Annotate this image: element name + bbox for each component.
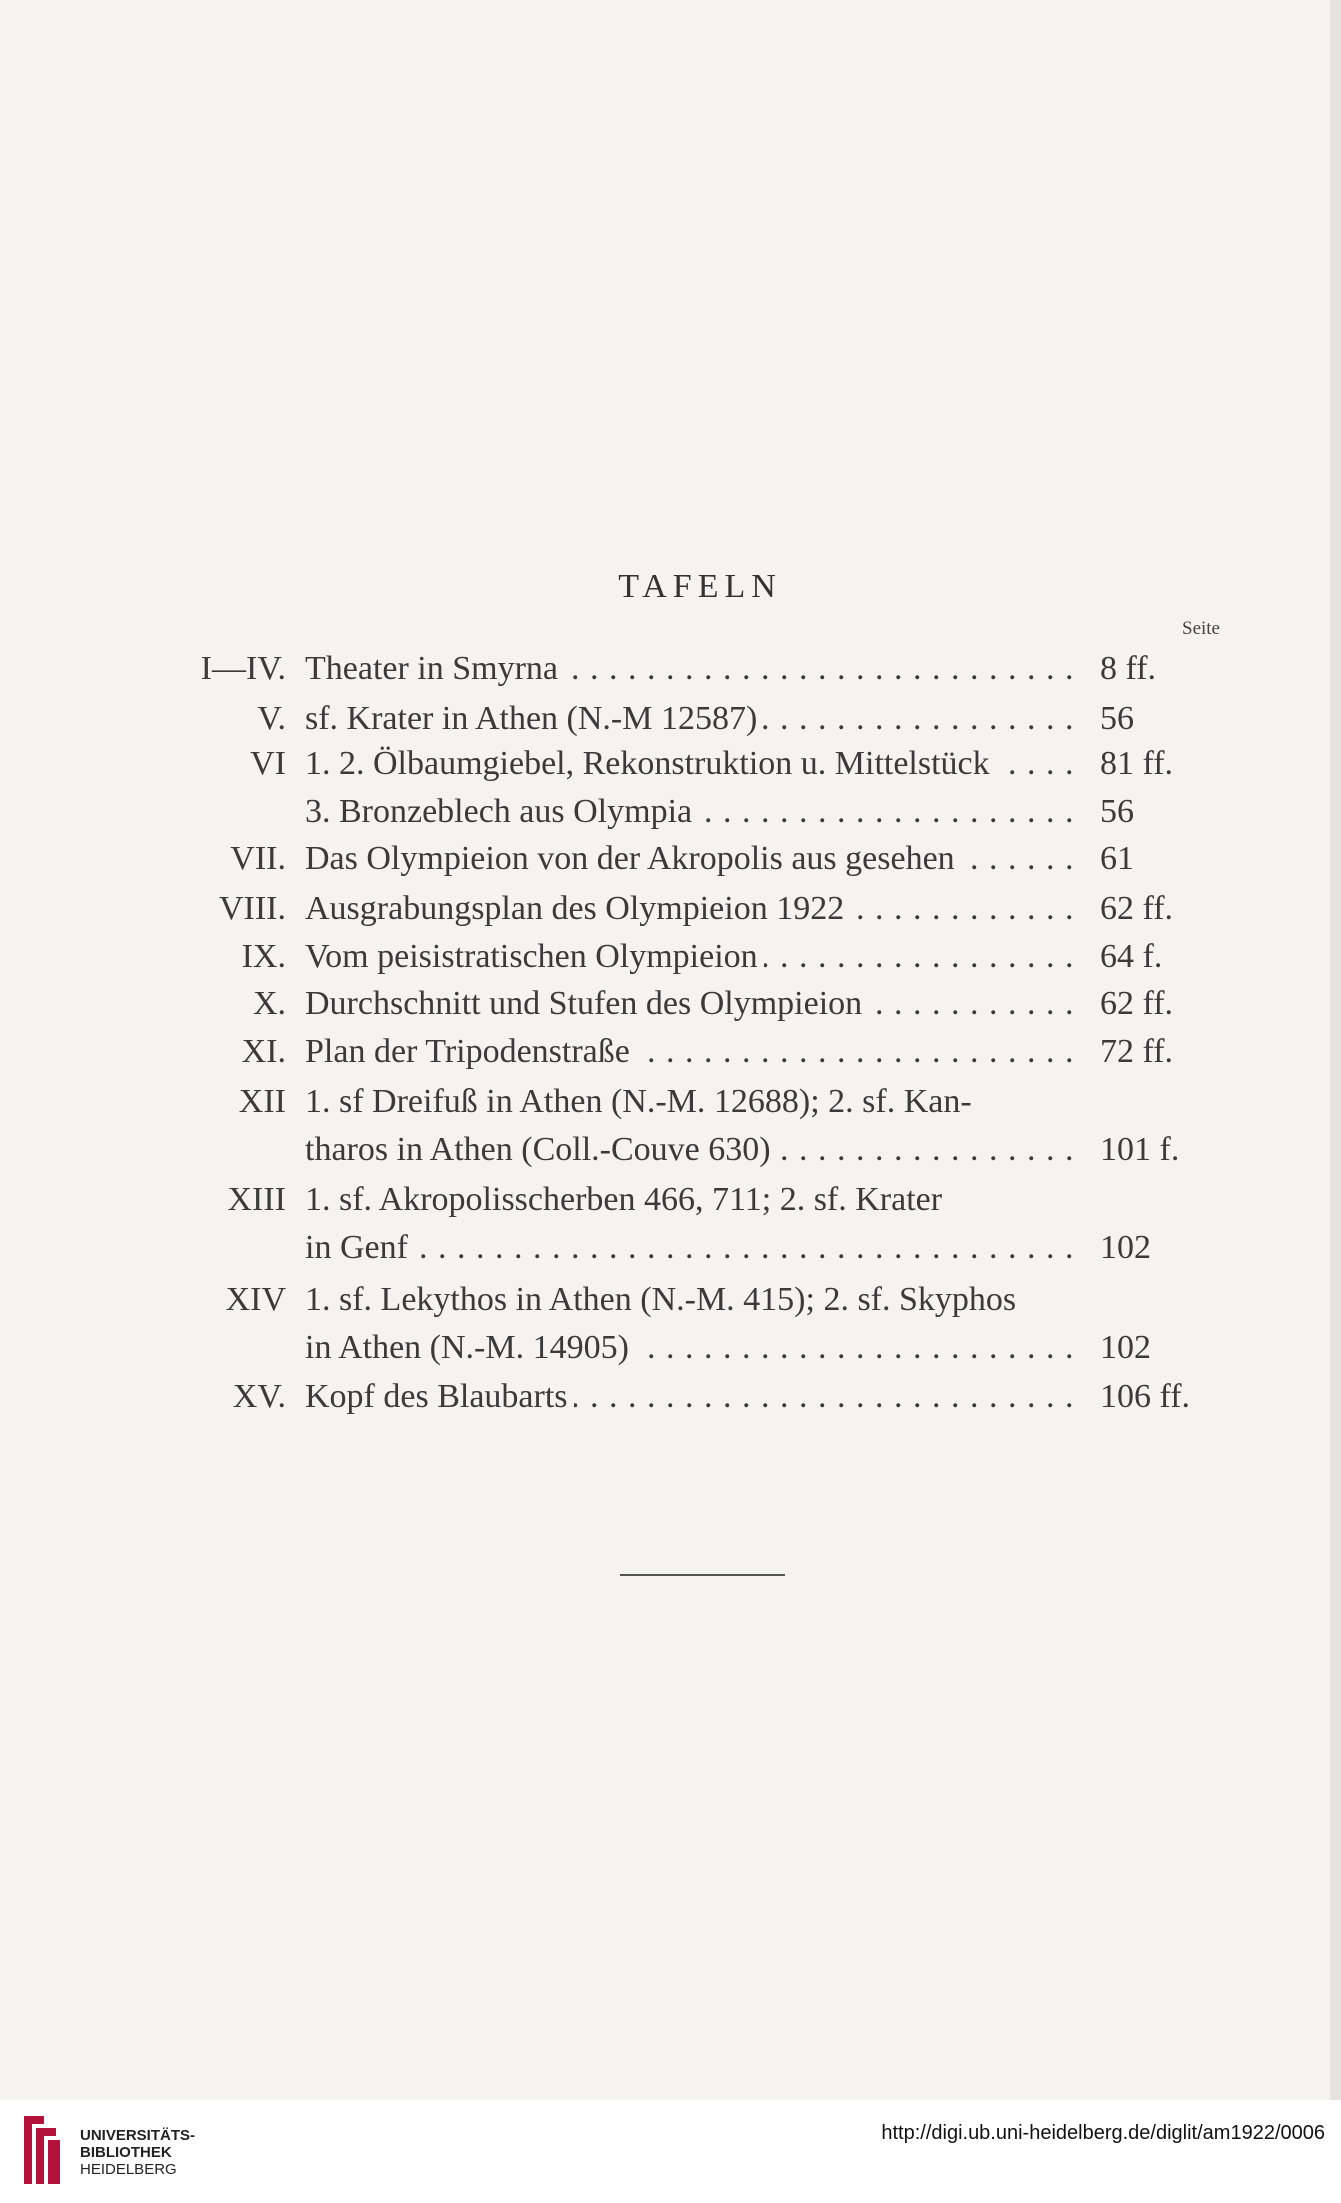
- library-logo-icon: [14, 2110, 66, 2190]
- plate-title-container: [305, 793, 1085, 831]
- plate-title-container: [305, 938, 1085, 976]
- plate-title: 1. sf Dreifuß in Athen (N.-M. 12688); 2. sf. Kan-: [305, 1083, 978, 1120]
- toc-entry: [0, 840, 1330, 888]
- plate-title: in Genf: [305, 1229, 414, 1266]
- toc-entry: [0, 1378, 1330, 1426]
- plate-number: X.: [252, 985, 286, 1022]
- library-name-line2: BIBLIOTHEK: [80, 2144, 172, 2161]
- plate-title: 1. 2. Ölbaumgiebel, Rekonstruktion u. Mittelstück: [305, 745, 996, 782]
- plate-title-container: [305, 1229, 1085, 1267]
- plate-title: 3. Bronzeblech aus Olympia: [305, 793, 698, 830]
- plate-number: XIV: [225, 1281, 286, 1318]
- page-reference: 101 f.: [1100, 1131, 1180, 1168]
- plate-number: XV.: [232, 1378, 286, 1415]
- plate-title-container: [305, 985, 1085, 1023]
- plate-number: XI.: [241, 1033, 286, 1070]
- page-reference: 102: [1100, 1329, 1151, 1366]
- plate-number: XII: [238, 1083, 286, 1120]
- plate-title: in Athen (N.-M. 14905): [305, 1329, 635, 1366]
- library-name-line3: HEIDELBERG: [80, 2161, 177, 2178]
- plate-title-container: [305, 890, 1085, 928]
- plate-title-container: [305, 745, 1085, 783]
- page-reference: 8 ff.: [1100, 650, 1157, 687]
- plate-number: IX.: [241, 938, 286, 975]
- plate-title: 1. sf. Akropolisscherben 466, 711; 2. sf. Krater: [305, 1181, 948, 1218]
- plate-title-container: [305, 1131, 1085, 1169]
- toc-entry: [0, 745, 1330, 793]
- toc-entry: [0, 793, 1330, 841]
- footer-bar: [0, 2100, 1341, 2203]
- page-column-label: Seite: [1182, 618, 1220, 639]
- plate-title: tharos in Athen (Coll.-Couve 630): [305, 1131, 777, 1168]
- plate-number: VIII.: [218, 890, 286, 927]
- plate-title-container: [305, 1083, 1085, 1121]
- section-heading: TAFELN: [618, 568, 782, 605]
- plate-title: Vom peisistratischen Olympieion: [305, 938, 764, 975]
- library-name: [80, 2127, 195, 2178]
- page-reference: 56: [1100, 700, 1134, 737]
- plate-number: XIII: [227, 1181, 286, 1218]
- plate-title-container: [305, 1033, 1085, 1071]
- plate-title: Kopf des Blaubarts: [305, 1378, 574, 1415]
- page-reference: 64 f.: [1100, 938, 1163, 975]
- toc-entry: [0, 1033, 1330, 1081]
- page-reference: 102: [1100, 1229, 1151, 1266]
- page-reference: 72 ff.: [1100, 1033, 1174, 1070]
- plate-title: sf. Krater in Athen (N.-M 12587): [305, 700, 763, 737]
- plate-number: V.: [257, 700, 286, 737]
- plate-title-container: [305, 1378, 1085, 1416]
- toc-entry: [0, 650, 1330, 698]
- toc-entry: [0, 985, 1330, 1033]
- plate-title-container: [305, 1329, 1085, 1367]
- toc-entry: [0, 1083, 1330, 1131]
- plate-title: Theater in Smyrna: [305, 650, 564, 687]
- page-reference: 81 ff.: [1100, 745, 1174, 782]
- page-reference: 62 ff.: [1100, 890, 1174, 927]
- plate-title-container: [305, 650, 1085, 688]
- page-reference: 62 ff.: [1100, 985, 1174, 1022]
- page-reference: 56: [1100, 793, 1134, 830]
- toc-entry: [0, 1131, 1330, 1179]
- plate-title-container: [305, 1181, 1085, 1219]
- source-url[interactable]: http://digi.ub.uni-heidelberg.de/diglit/am1922/0006: [881, 2122, 1325, 2144]
- toc-entry: [0, 700, 1330, 748]
- toc-entry: [0, 890, 1330, 938]
- toc-entry: [0, 1181, 1330, 1229]
- toc-entry: [0, 938, 1330, 986]
- page-reference: 106 ff.: [1100, 1378, 1191, 1415]
- plate-number: I—IV.: [200, 650, 286, 687]
- plate-title: Plan der Tripodenstraße: [305, 1033, 636, 1070]
- toc-entry: [0, 1229, 1330, 1277]
- plate-number: VII.: [230, 840, 286, 877]
- library-name-line1: UNIVERSITÄTS-: [80, 2127, 196, 2144]
- page-reference: 61: [1100, 840, 1134, 877]
- plate-number: VI: [250, 745, 286, 782]
- plate-title: Ausgrabungsplan des Olympieion 1922: [305, 890, 850, 927]
- plate-title: 1. sf. Lekythos in Athen (N.-M. 415); 2. sf. Skyphos: [305, 1281, 1022, 1318]
- plate-title-container: [305, 840, 1085, 878]
- page-edge: [1330, 0, 1341, 2100]
- plate-title: Das Olympieion von der Akropolis aus gesehen: [305, 840, 961, 877]
- plate-title-container: [305, 700, 1085, 738]
- toc-entry: [0, 1281, 1330, 1329]
- toc-entry: [0, 1329, 1330, 1377]
- plate-title-container: [305, 1281, 1085, 1319]
- divider-rule: [620, 1574, 785, 1576]
- plate-title: Durchschnitt und Stufen des Olympieion: [305, 985, 868, 1022]
